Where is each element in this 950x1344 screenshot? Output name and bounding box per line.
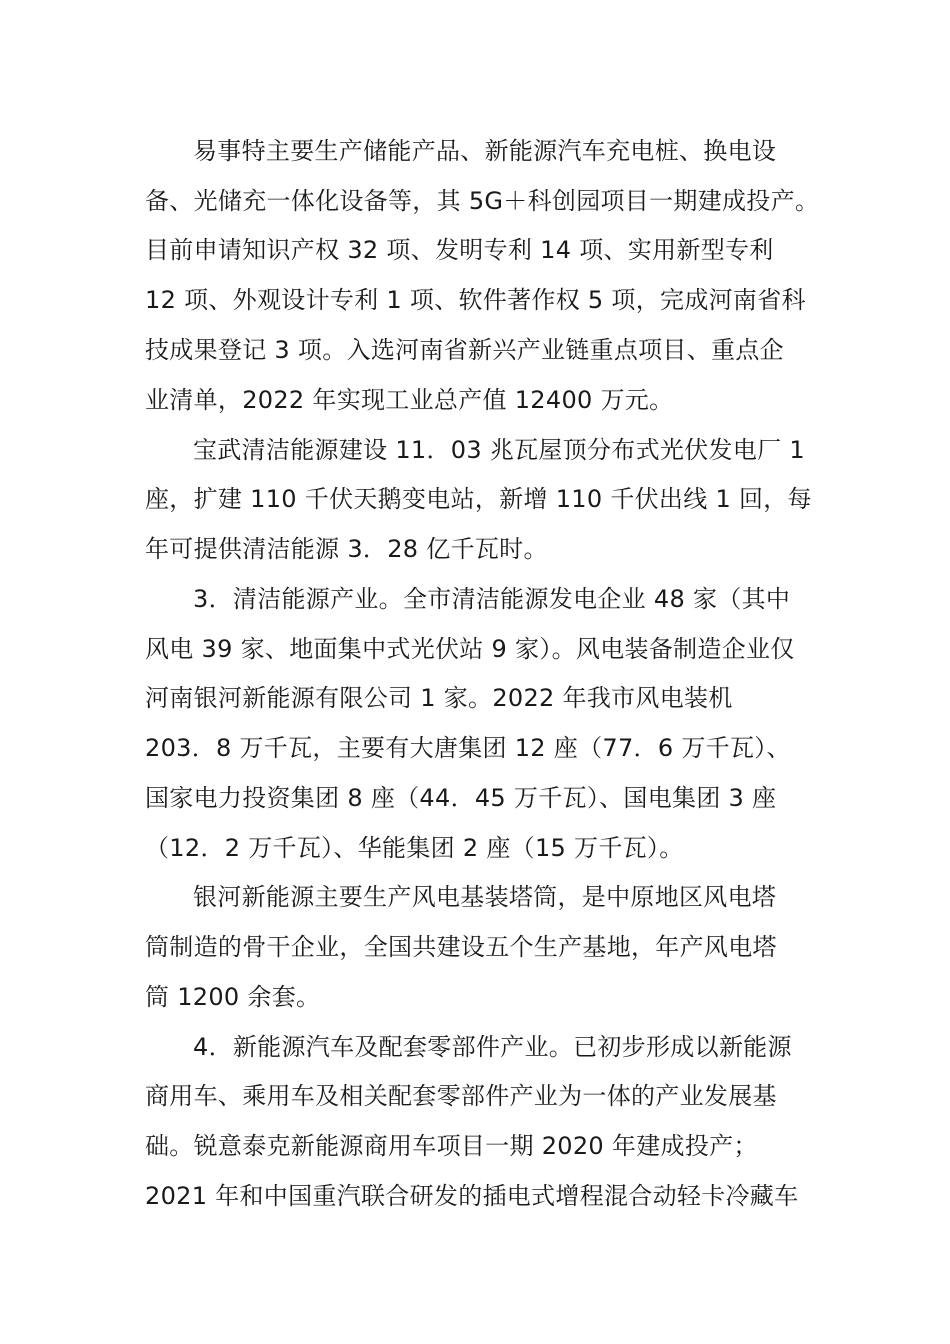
text-line: 筒 1200 余套。	[145, 983, 321, 1011]
text-line: 河南银河新能源有限公司 1 家。2022 年我市风电装机	[145, 684, 733, 712]
text-line: 银河新能源主要生产风电基装塔筒，是中原地区风电塔	[193, 883, 777, 911]
text-line: 风电 39 家、地面集中式光伏站 9 家）。风电装备制造企业仅	[145, 635, 795, 663]
text-line: （12．2 万千瓦）、华能集团 2 座（15 万千瓦）。	[145, 834, 684, 862]
text-line: 宝武清洁能源建设 11．03 兆瓦屋顶分布式光伏发电厂 1	[193, 436, 805, 464]
text-line: 203．8 万千瓦，主要有大唐集团 12 座（77．6 万千瓦）、	[145, 734, 791, 762]
text-line: 备、光储充一体化设备等，其 5G＋科创园项目一期建成投产。	[145, 187, 820, 215]
text-line: 年可提供清洁能源 3．28 亿千瓦时。	[145, 535, 548, 563]
text-line: 技成果登记 3 项。入选河南省新兴产业链重点项目、重点企	[145, 336, 784, 364]
text-line: 4．新能源汽车及配套零部件产业。已初步形成以新能源	[193, 1033, 792, 1061]
text-line: 国家电力投资集团 8 座（44．45 万千瓦）、国电集团 3 座	[145, 784, 777, 812]
text-line: 12 项、外观设计专利 1 项、软件著作权 5 项，完成河南省科	[145, 286, 806, 314]
text-line: 易事特主要生产储能产品、新能源汽车充电桩、换电设	[193, 137, 777, 165]
text-line: 座，扩建 110 千伏天鹅变电站，新增 110 千伏出线 1 回，每	[145, 485, 812, 513]
text-line: 目前申请知识产权 32 项、发明专利 14 项、实用新型专利	[145, 236, 774, 264]
text-line: 筒制造的骨干企业，全国共建设五个生产基地，年产风电塔	[145, 933, 777, 961]
text-line: 业清单，2022 年实现工业总产值 12400 万元。	[145, 386, 674, 414]
text-line: 础。锐意泰克新能源商用车项目一期 2020 年建成投产；	[145, 1132, 758, 1160]
text-line: 3．清洁能源产业。全市清洁能源发电企业 48 家（其中	[193, 585, 791, 613]
text-line: 商用车、乘用车及相关配套零部件产业为一体的产业发展基	[145, 1082, 777, 1110]
text-line: 2021 年和中国重汽联合研发的插电式增程混合动轻卡冷藏车	[145, 1182, 799, 1210]
